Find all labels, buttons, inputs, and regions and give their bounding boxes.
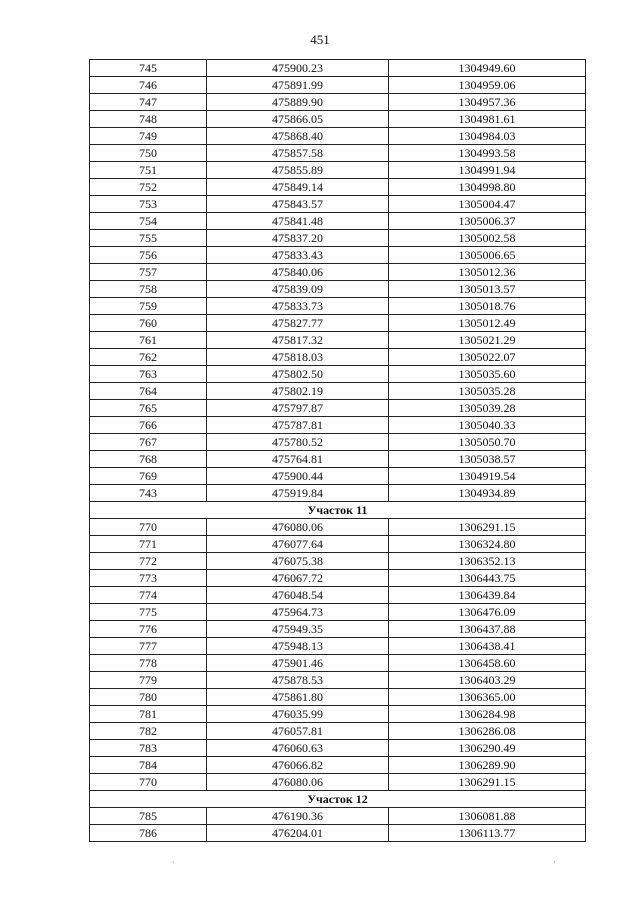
x-coordinate-cell: 476204.01 bbox=[207, 825, 389, 842]
y-coordinate-cell: 1304991.94 bbox=[389, 162, 586, 179]
point-number-cell: 773 bbox=[90, 570, 207, 587]
point-number-cell: 769 bbox=[90, 468, 207, 485]
x-coordinate-cell: 475949.35 bbox=[207, 621, 389, 638]
y-coordinate-cell: 1305035.60 bbox=[389, 366, 586, 383]
point-number-cell: 771 bbox=[90, 536, 207, 553]
y-coordinate-cell: 1304981.61 bbox=[389, 111, 586, 128]
x-coordinate-cell: 475797.87 bbox=[207, 400, 389, 417]
table-row bbox=[90, 417, 586, 434]
table-row bbox=[90, 638, 586, 655]
point-number-cell: 757 bbox=[90, 264, 207, 281]
table-row bbox=[90, 468, 586, 485]
y-coordinate-cell: 1306291.15 bbox=[389, 774, 586, 791]
table-row bbox=[90, 162, 586, 179]
section-title: Участок 12 bbox=[90, 791, 586, 808]
point-number-cell: 783 bbox=[90, 740, 207, 757]
y-coordinate-cell: 1305035.28 bbox=[389, 383, 586, 400]
point-number-cell: 752 bbox=[90, 179, 207, 196]
x-coordinate-cell: 475787.81 bbox=[207, 417, 389, 434]
x-coordinate-cell: 476066.82 bbox=[207, 757, 389, 774]
x-coordinate-cell: 475900.23 bbox=[207, 60, 389, 77]
coordinates-table-body bbox=[90, 60, 586, 842]
point-number-cell: 764 bbox=[90, 383, 207, 400]
table-row bbox=[90, 621, 586, 638]
y-coordinate-cell: 1304919.54 bbox=[389, 468, 586, 485]
x-coordinate-cell: 475764.81 bbox=[207, 451, 389, 468]
x-coordinate-cell: 475889.90 bbox=[207, 94, 389, 111]
point-number-cell: 775 bbox=[90, 604, 207, 621]
table-row bbox=[90, 60, 586, 77]
table-row bbox=[90, 281, 586, 298]
table-row bbox=[90, 740, 586, 757]
point-number-cell: 751 bbox=[90, 162, 207, 179]
table-row bbox=[90, 774, 586, 791]
point-number-cell: 784 bbox=[90, 757, 207, 774]
table-row bbox=[90, 757, 586, 774]
y-coordinate-cell: 1306365.00 bbox=[389, 689, 586, 706]
y-coordinate-cell: 1306458.60 bbox=[389, 655, 586, 672]
table-row bbox=[90, 332, 586, 349]
y-coordinate-cell: 1305002.58 bbox=[389, 230, 586, 247]
table-row bbox=[90, 247, 586, 264]
y-coordinate-cell: 1304998.80 bbox=[389, 179, 586, 196]
table-row bbox=[90, 315, 586, 332]
x-coordinate-cell: 475833.43 bbox=[207, 247, 389, 264]
table-row bbox=[90, 111, 586, 128]
y-coordinate-cell: 1304984.03 bbox=[389, 128, 586, 145]
y-coordinate-cell: 1305004.47 bbox=[389, 196, 586, 213]
x-coordinate-cell: 475780.52 bbox=[207, 434, 389, 451]
y-coordinate-cell: 1306324.80 bbox=[389, 536, 586, 553]
table-row bbox=[90, 128, 586, 145]
x-coordinate-cell: 475900.44 bbox=[207, 468, 389, 485]
y-coordinate-cell: 1305006.65 bbox=[389, 247, 586, 264]
scan-speck: · bbox=[172, 858, 175, 867]
x-coordinate-cell: 476190.36 bbox=[207, 808, 389, 825]
section-title: Участок 11 bbox=[90, 502, 586, 519]
point-number-cell: 770 bbox=[90, 519, 207, 536]
y-coordinate-cell: 1304949.60 bbox=[389, 60, 586, 77]
x-coordinate-cell: 476057.81 bbox=[207, 723, 389, 740]
point-number-cell: 750 bbox=[90, 145, 207, 162]
table-row bbox=[90, 553, 586, 570]
table-row bbox=[90, 94, 586, 111]
x-coordinate-cell: 475818.03 bbox=[207, 349, 389, 366]
point-number-cell: 754 bbox=[90, 213, 207, 230]
table-row bbox=[90, 264, 586, 281]
point-number-cell: 761 bbox=[90, 332, 207, 349]
x-coordinate-cell: 476035.99 bbox=[207, 706, 389, 723]
point-number-cell: 756 bbox=[90, 247, 207, 264]
y-coordinate-cell: 1306289.90 bbox=[389, 757, 586, 774]
point-number-cell: 753 bbox=[90, 196, 207, 213]
table-row bbox=[90, 689, 586, 706]
point-number-cell: 781 bbox=[90, 706, 207, 723]
x-coordinate-cell: 475948.13 bbox=[207, 638, 389, 655]
y-coordinate-cell: 1305013.57 bbox=[389, 281, 586, 298]
y-coordinate-cell: 1305012.49 bbox=[389, 315, 586, 332]
point-number-cell: 780 bbox=[90, 689, 207, 706]
point-number-cell: 767 bbox=[90, 434, 207, 451]
x-coordinate-cell: 475919.84 bbox=[207, 485, 389, 502]
y-coordinate-cell: 1305012.36 bbox=[389, 264, 586, 281]
table-row bbox=[90, 196, 586, 213]
coordinates-table bbox=[89, 59, 586, 842]
y-coordinate-cell: 1304957.36 bbox=[389, 94, 586, 111]
point-number-cell: 748 bbox=[90, 111, 207, 128]
table-row bbox=[90, 536, 586, 553]
y-coordinate-cell: 1305006.37 bbox=[389, 213, 586, 230]
y-coordinate-cell: 1305040.33 bbox=[389, 417, 586, 434]
point-number-cell: 760 bbox=[90, 315, 207, 332]
table-row bbox=[90, 706, 586, 723]
x-coordinate-cell: 475857.58 bbox=[207, 145, 389, 162]
table-row bbox=[90, 587, 586, 604]
x-coordinate-cell: 475827.77 bbox=[207, 315, 389, 332]
y-coordinate-cell: 1306286.08 bbox=[389, 723, 586, 740]
point-number-cell: 782 bbox=[90, 723, 207, 740]
page-number: 451 bbox=[310, 32, 330, 47]
y-coordinate-cell: 1304934.89 bbox=[389, 485, 586, 502]
y-coordinate-cell: 1306352.13 bbox=[389, 553, 586, 570]
y-coordinate-cell: 1305018.76 bbox=[389, 298, 586, 315]
point-number-cell: 755 bbox=[90, 230, 207, 247]
table-row bbox=[90, 366, 586, 383]
y-coordinate-cell: 1304993.58 bbox=[389, 145, 586, 162]
y-coordinate-cell: 1306291.15 bbox=[389, 519, 586, 536]
section-header-row bbox=[90, 791, 586, 808]
x-coordinate-cell: 476067.72 bbox=[207, 570, 389, 587]
y-coordinate-cell: 1306403.29 bbox=[389, 672, 586, 689]
table-row bbox=[90, 825, 586, 842]
point-number-cell: 772 bbox=[90, 553, 207, 570]
x-coordinate-cell: 475841.48 bbox=[207, 213, 389, 230]
y-coordinate-cell: 1306439.84 bbox=[389, 587, 586, 604]
point-number-cell: 746 bbox=[90, 77, 207, 94]
table-row bbox=[90, 145, 586, 162]
table-row bbox=[90, 434, 586, 451]
point-number-cell: 765 bbox=[90, 400, 207, 417]
point-number-cell: 749 bbox=[90, 128, 207, 145]
x-coordinate-cell: 475802.19 bbox=[207, 383, 389, 400]
point-number-cell: 777 bbox=[90, 638, 207, 655]
point-number-cell: 758 bbox=[90, 281, 207, 298]
x-coordinate-cell: 476077.64 bbox=[207, 536, 389, 553]
point-number-cell: 776 bbox=[90, 621, 207, 638]
x-coordinate-cell: 475840.06 bbox=[207, 264, 389, 281]
table-row bbox=[90, 213, 586, 230]
table-row bbox=[90, 298, 586, 315]
table-row bbox=[90, 570, 586, 587]
point-number-cell: 768 bbox=[90, 451, 207, 468]
x-coordinate-cell: 476080.06 bbox=[207, 774, 389, 791]
point-number-cell: 745 bbox=[90, 60, 207, 77]
table-row bbox=[90, 655, 586, 672]
y-coordinate-cell: 1306290.49 bbox=[389, 740, 586, 757]
point-number-cell: 759 bbox=[90, 298, 207, 315]
x-coordinate-cell: 475891.99 bbox=[207, 77, 389, 94]
y-coordinate-cell: 1304959.06 bbox=[389, 77, 586, 94]
point-number-cell: 743 bbox=[90, 485, 207, 502]
point-number-cell: 779 bbox=[90, 672, 207, 689]
x-coordinate-cell: 475849.14 bbox=[207, 179, 389, 196]
table-row bbox=[90, 349, 586, 366]
y-coordinate-cell: 1306476.09 bbox=[389, 604, 586, 621]
y-coordinate-cell: 1305022.07 bbox=[389, 349, 586, 366]
x-coordinate-cell: 475868.40 bbox=[207, 128, 389, 145]
table-row bbox=[90, 77, 586, 94]
table-row bbox=[90, 672, 586, 689]
table-row bbox=[90, 519, 586, 536]
table-row bbox=[90, 230, 586, 247]
x-coordinate-cell: 475861.80 bbox=[207, 689, 389, 706]
point-number-cell: 763 bbox=[90, 366, 207, 383]
x-coordinate-cell: 475843.57 bbox=[207, 196, 389, 213]
x-coordinate-cell: 475817.32 bbox=[207, 332, 389, 349]
table-row bbox=[90, 723, 586, 740]
y-coordinate-cell: 1305050.70 bbox=[389, 434, 586, 451]
point-number-cell: 770 bbox=[90, 774, 207, 791]
point-number-cell: 747 bbox=[90, 94, 207, 111]
table-row bbox=[90, 179, 586, 196]
x-coordinate-cell: 475901.46 bbox=[207, 655, 389, 672]
x-coordinate-cell: 476048.54 bbox=[207, 587, 389, 604]
point-number-cell: 785 bbox=[90, 808, 207, 825]
table-row bbox=[90, 400, 586, 417]
x-coordinate-cell: 475964.73 bbox=[207, 604, 389, 621]
point-number-cell: 786 bbox=[90, 825, 207, 842]
section-header-row bbox=[90, 502, 586, 519]
y-coordinate-cell: 1306081.88 bbox=[389, 808, 586, 825]
x-coordinate-cell: 476080.06 bbox=[207, 519, 389, 536]
point-number-cell: 774 bbox=[90, 587, 207, 604]
x-coordinate-cell: 475878.53 bbox=[207, 672, 389, 689]
x-coordinate-cell: 475837.20 bbox=[207, 230, 389, 247]
y-coordinate-cell: 1306438.41 bbox=[389, 638, 586, 655]
y-coordinate-cell: 1306437.88 bbox=[389, 621, 586, 638]
point-number-cell: 766 bbox=[90, 417, 207, 434]
y-coordinate-cell: 1306443.75 bbox=[389, 570, 586, 587]
table-row bbox=[90, 451, 586, 468]
x-coordinate-cell: 475866.05 bbox=[207, 111, 389, 128]
scan-speck: · bbox=[553, 858, 556, 867]
y-coordinate-cell: 1306113.77 bbox=[389, 825, 586, 842]
table-row bbox=[90, 808, 586, 825]
point-number-cell: 778 bbox=[90, 655, 207, 672]
y-coordinate-cell: 1306284.98 bbox=[389, 706, 586, 723]
y-coordinate-cell: 1305038.57 bbox=[389, 451, 586, 468]
point-number-cell: 762 bbox=[90, 349, 207, 366]
table-row bbox=[90, 485, 586, 502]
x-coordinate-cell: 476060.63 bbox=[207, 740, 389, 757]
x-coordinate-cell: 475855.89 bbox=[207, 162, 389, 179]
table-row bbox=[90, 604, 586, 621]
y-coordinate-cell: 1305039.28 bbox=[389, 400, 586, 417]
x-coordinate-cell: 476075.38 bbox=[207, 553, 389, 570]
x-coordinate-cell: 475833.73 bbox=[207, 298, 389, 315]
x-coordinate-cell: 475802.50 bbox=[207, 366, 389, 383]
table-row bbox=[90, 383, 586, 400]
y-coordinate-cell: 1305021.29 bbox=[389, 332, 586, 349]
x-coordinate-cell: 475839.09 bbox=[207, 281, 389, 298]
